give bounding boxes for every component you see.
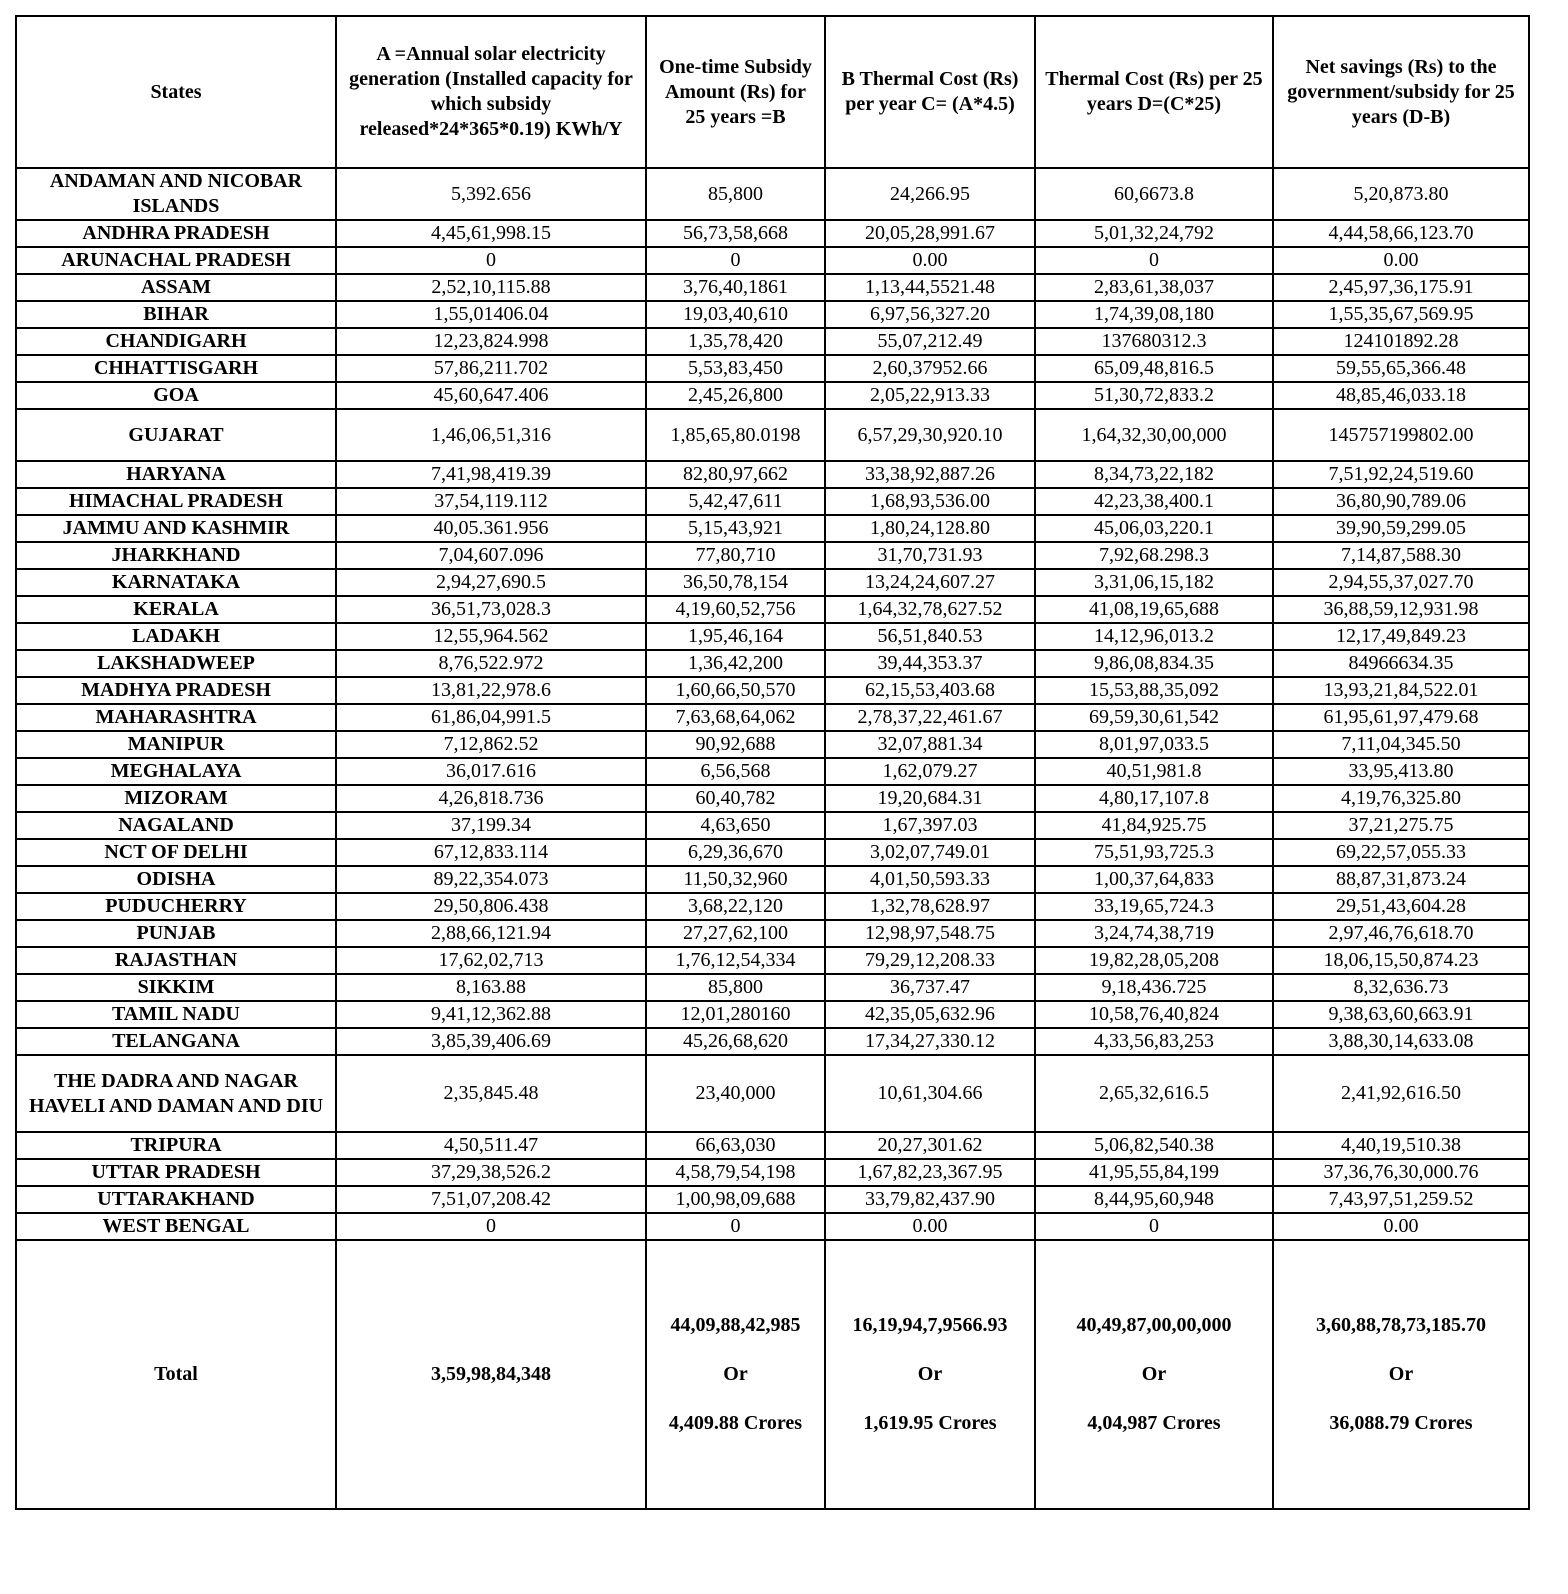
cell-net-savings: 4,19,76,325.80	[1273, 785, 1529, 812]
total-subsidy-cell	[646, 1240, 825, 1509]
cell-thermal-cost-25y: 4,80,17,107.8	[1035, 785, 1273, 812]
cell-subsidy-amount: 5,53,83,450	[646, 355, 825, 382]
cell-thermal-cost-year: 79,29,12,208.33	[825, 947, 1035, 974]
cell-subsidy-amount: 4,19,60,52,756	[646, 596, 825, 623]
cell-annual-generation: 2,52,10,115.88	[336, 274, 646, 301]
cell-annual-generation: 7,04,607.096	[336, 542, 646, 569]
cell-thermal-cost-year: 1,32,78,628.97	[825, 893, 1035, 920]
total-subsidy-crores: 4,409.88 Crores	[668, 1412, 803, 1434]
cell-state-name: TAMIL NADU	[16, 1001, 336, 1028]
cell-state-name: MAHARASHTRA	[16, 704, 336, 731]
cell-subsidy-amount: 3,68,22,120	[646, 893, 825, 920]
cell-net-savings: 37,21,275.75	[1273, 812, 1529, 839]
cell-annual-generation: 37,54,119.112	[336, 488, 646, 515]
cell-net-savings: 61,95,61,97,479.68	[1273, 704, 1529, 731]
total-net-savings-or: Or	[1388, 1363, 1414, 1385]
table-row	[16, 677, 1529, 704]
cell-annual-generation: 3,85,39,406.69	[336, 1028, 646, 1055]
cell-net-savings: 4,40,19,510.38	[1273, 1132, 1529, 1159]
cell-state-name: KERALA	[16, 596, 336, 623]
cell-annual-generation: 36,51,73,028.3	[336, 596, 646, 623]
cell-net-savings: 59,55,65,366.48	[1273, 355, 1529, 382]
table-row	[16, 920, 1529, 947]
cell-net-savings: 7,14,87,588.30	[1273, 542, 1529, 569]
cell-thermal-cost-year: 1,68,93,536.00	[825, 488, 1035, 515]
cell-thermal-cost-year: 1,62,079.27	[825, 758, 1035, 785]
cell-subsidy-amount: 6,56,568	[646, 758, 825, 785]
cell-thermal-cost-25y: 41,08,19,65,688	[1035, 596, 1273, 623]
cell-state-name: LADAKH	[16, 623, 336, 650]
table-row	[16, 488, 1529, 515]
table-row	[16, 893, 1529, 920]
cell-annual-generation: 4,45,61,998.15	[336, 220, 646, 247]
solar-subsidy-table	[15, 15, 1530, 1510]
cell-thermal-cost-25y: 40,51,981.8	[1035, 758, 1273, 785]
cell-thermal-cost-year: 13,24,24,607.27	[825, 569, 1035, 596]
cell-thermal-cost-25y: 0	[1035, 247, 1273, 274]
table-row	[16, 247, 1529, 274]
total-thermal-25: 40,49,87,00,00,000	[1076, 1314, 1232, 1336]
cell-state-name: HIMACHAL PRADESH	[16, 488, 336, 515]
cell-subsidy-amount: 90,92,688	[646, 731, 825, 758]
cell-subsidy-amount: 1,60,66,50,570	[646, 677, 825, 704]
table-row	[16, 355, 1529, 382]
total-net-savings-cell	[1273, 1240, 1529, 1509]
cell-annual-generation: 4,50,511.47	[336, 1132, 646, 1159]
cell-annual-generation: 17,62,02,713	[336, 947, 646, 974]
cell-thermal-cost-25y: 5,06,82,540.38	[1035, 1132, 1273, 1159]
cell-subsidy-amount: 60,40,782	[646, 785, 825, 812]
cell-state-name: ARUNACHAL PRADESH	[16, 247, 336, 274]
table-row	[16, 382, 1529, 409]
header-thermal-cost-year: B Thermal Cost (Rs) per year C= (A*4.5)	[825, 16, 1035, 168]
cell-annual-generation: 67,12,833.114	[336, 839, 646, 866]
cell-subsidy-amount: 1,00,98,09,688	[646, 1186, 825, 1213]
cell-subsidy-amount: 3,76,40,1861	[646, 274, 825, 301]
total-net-savings: 3,60,88,78,73,185.70	[1316, 1314, 1486, 1336]
table-row	[16, 1001, 1529, 1028]
table-row	[16, 168, 1529, 220]
cell-subsidy-amount: 27,27,62,100	[646, 920, 825, 947]
cell-net-savings: 2,97,46,76,618.70	[1273, 920, 1529, 947]
cell-subsidy-amount: 4,63,650	[646, 812, 825, 839]
total-subsidy: 44,09,88,42,985	[670, 1314, 801, 1336]
cell-annual-generation: 7,41,98,419.39	[336, 461, 646, 488]
cell-state-name: SIKKIM	[16, 974, 336, 1001]
total-thermal-25-cell	[1035, 1240, 1273, 1509]
cell-annual-generation: 2,88,66,121.94	[336, 920, 646, 947]
table-row	[16, 569, 1529, 596]
cell-net-savings: 9,38,63,60,663.91	[1273, 1001, 1529, 1028]
cell-net-savings: 33,95,413.80	[1273, 758, 1529, 785]
header-subsidy-amount: One-time Subsidy Amount (Rs) for 25 years =B	[646, 16, 825, 168]
cell-subsidy-amount: 5,15,43,921	[646, 515, 825, 542]
cell-state-name: UTTAR PRADESH	[16, 1159, 336, 1186]
cell-thermal-cost-year: 6,97,56,327.20	[825, 301, 1035, 328]
cell-annual-generation: 37,199.34	[336, 812, 646, 839]
cell-annual-generation: 7,12,862.52	[336, 731, 646, 758]
cell-annual-generation: 12,55,964.562	[336, 623, 646, 650]
cell-thermal-cost-year: 62,15,53,403.68	[825, 677, 1035, 704]
table-row	[16, 650, 1529, 677]
cell-subsidy-amount: 85,800	[646, 974, 825, 1001]
table-row	[16, 1132, 1529, 1159]
table-row	[16, 758, 1529, 785]
cell-state-name: GUJARAT	[16, 409, 336, 461]
cell-thermal-cost-year: 56,51,840.53	[825, 623, 1035, 650]
table-row	[16, 328, 1529, 355]
cell-thermal-cost-25y: 60,6673.8	[1035, 168, 1273, 220]
cell-thermal-cost-25y: 3,24,74,38,719	[1035, 920, 1273, 947]
cell-net-savings: 3,88,30,14,633.08	[1273, 1028, 1529, 1055]
cell-state-name: WEST BENGAL	[16, 1213, 336, 1240]
cell-annual-generation: 7,51,07,208.42	[336, 1186, 646, 1213]
cell-state-name: HARYANA	[16, 461, 336, 488]
cell-annual-generation: 57,86,211.702	[336, 355, 646, 382]
cell-thermal-cost-year: 17,34,27,330.12	[825, 1028, 1035, 1055]
header-net-savings: Net savings (Rs) to the government/subsidy for 25 years (D-B)	[1273, 16, 1529, 168]
cell-annual-generation: 0	[336, 247, 646, 274]
cell-thermal-cost-25y: 33,19,65,724.3	[1035, 893, 1273, 920]
cell-subsidy-amount: 45,26,68,620	[646, 1028, 825, 1055]
cell-annual-generation: 2,35,845.48	[336, 1055, 646, 1132]
cell-subsidy-amount: 1,36,42,200	[646, 650, 825, 677]
cell-thermal-cost-25y: 42,23,38,400.1	[1035, 488, 1273, 515]
cell-annual-generation: 0	[336, 1213, 646, 1240]
total-thermal-year-or: Or	[917, 1363, 943, 1385]
cell-thermal-cost-25y: 1,64,32,30,00,000	[1035, 409, 1273, 461]
cell-thermal-cost-year: 10,61,304.66	[825, 1055, 1035, 1132]
cell-net-savings: 13,93,21,84,522.01	[1273, 677, 1529, 704]
cell-subsidy-amount: 2,45,26,800	[646, 382, 825, 409]
cell-annual-generation: 89,22,354.073	[336, 866, 646, 893]
total-net-savings-crores: 36,088.79 Crores	[1329, 1412, 1473, 1434]
total-label: Total	[16, 1240, 336, 1509]
total-row	[16, 1240, 1529, 1509]
table-row	[16, 1055, 1529, 1132]
cell-thermal-cost-year: 1,67,397.03	[825, 812, 1035, 839]
table-row	[16, 974, 1529, 1001]
cell-thermal-cost-25y: 10,58,76,40,824	[1035, 1001, 1273, 1028]
cell-thermal-cost-year: 32,07,881.34	[825, 731, 1035, 758]
cell-thermal-cost-year: 20,27,301.62	[825, 1132, 1035, 1159]
cell-net-savings: 2,45,97,36,175.91	[1273, 274, 1529, 301]
cell-net-savings: 7,51,92,24,519.60	[1273, 461, 1529, 488]
header-states: States	[16, 16, 336, 168]
cell-state-name: CHANDIGARH	[16, 328, 336, 355]
cell-thermal-cost-25y: 9,18,436.725	[1035, 974, 1273, 1001]
cell-subsidy-amount: 36,50,78,154	[646, 569, 825, 596]
cell-annual-generation: 1,55,01406.04	[336, 301, 646, 328]
cell-thermal-cost-25y: 65,09,48,816.5	[1035, 355, 1273, 382]
table-row	[16, 1213, 1529, 1240]
cell-subsidy-amount: 77,80,710	[646, 542, 825, 569]
cell-thermal-cost-year: 2,60,37952.66	[825, 355, 1035, 382]
cell-thermal-cost-year: 3,02,07,749.01	[825, 839, 1035, 866]
cell-thermal-cost-year: 6,57,29,30,920.10	[825, 409, 1035, 461]
table-row	[16, 812, 1529, 839]
cell-subsidy-amount: 6,29,36,670	[646, 839, 825, 866]
cell-annual-generation: 8,76,522.972	[336, 650, 646, 677]
total-generation: 3,59,98,84,348	[336, 1240, 646, 1509]
table-row	[16, 1028, 1529, 1055]
total-thermal-25-or: Or	[1141, 1363, 1167, 1385]
total-thermal-year: 16,19,94,7,9566.93	[852, 1314, 1008, 1336]
cell-state-name: JHARKHAND	[16, 542, 336, 569]
cell-thermal-cost-25y: 45,06,03,220.1	[1035, 515, 1273, 542]
table-row	[16, 785, 1529, 812]
header-annual-generation: A =Annual solar electricity generation (Installed capacity for which subsidy released*24*365*0.19) KWh/Y	[336, 16, 646, 168]
cell-thermal-cost-year: 12,98,97,548.75	[825, 920, 1035, 947]
cell-annual-generation: 45,60,647.406	[336, 382, 646, 409]
cell-annual-generation: 8,163.88	[336, 974, 646, 1001]
cell-thermal-cost-25y: 5,01,32,24,792	[1035, 220, 1273, 247]
cell-net-savings: 2,94,55,37,027.70	[1273, 569, 1529, 596]
cell-net-savings: 0.00	[1273, 247, 1529, 274]
cell-subsidy-amount: 66,63,030	[646, 1132, 825, 1159]
cell-thermal-cost-25y: 15,53,88,35,092	[1035, 677, 1273, 704]
cell-state-name: MIZORAM	[16, 785, 336, 812]
cell-annual-generation: 37,29,38,526.2	[336, 1159, 646, 1186]
cell-annual-generation: 36,017.616	[336, 758, 646, 785]
header-thermal-cost-25y: Thermal Cost (Rs) per 25 years D=(C*25)	[1035, 16, 1273, 168]
cell-state-name: THE DADRA AND NAGAR HAVELI AND DAMAN AND DIU	[16, 1055, 336, 1132]
cell-subsidy-amount: 23,40,000	[646, 1055, 825, 1132]
cell-annual-generation: 1,46,06,51,316	[336, 409, 646, 461]
table-row	[16, 542, 1529, 569]
cell-thermal-cost-year: 33,79,82,437.90	[825, 1186, 1035, 1213]
cell-thermal-cost-25y: 137680312.3	[1035, 328, 1273, 355]
cell-subsidy-amount: 11,50,32,960	[646, 866, 825, 893]
cell-thermal-cost-25y: 8,34,73,22,182	[1035, 461, 1273, 488]
cell-thermal-cost-year: 55,07,212.49	[825, 328, 1035, 355]
cell-state-name: PUDUCHERRY	[16, 893, 336, 920]
cell-net-savings: 7,11,04,345.50	[1273, 731, 1529, 758]
cell-annual-generation: 5,392.656	[336, 168, 646, 220]
cell-annual-generation: 4,26,818.736	[336, 785, 646, 812]
cell-state-name: ODISHA	[16, 866, 336, 893]
cell-net-savings: 0.00	[1273, 1213, 1529, 1240]
cell-net-savings: 88,87,31,873.24	[1273, 866, 1529, 893]
cell-thermal-cost-year: 1,80,24,128.80	[825, 515, 1035, 542]
cell-subsidy-amount: 12,01,280160	[646, 1001, 825, 1028]
table-row	[16, 596, 1529, 623]
cell-thermal-cost-25y: 2,65,32,616.5	[1035, 1055, 1273, 1132]
cell-net-savings: 37,36,76,30,000.76	[1273, 1159, 1529, 1186]
cell-subsidy-amount: 82,80,97,662	[646, 461, 825, 488]
cell-thermal-cost-year: 20,05,28,991.67	[825, 220, 1035, 247]
cell-thermal-cost-year: 42,35,05,632.96	[825, 1001, 1035, 1028]
table-row	[16, 461, 1529, 488]
cell-net-savings: 2,41,92,616.50	[1273, 1055, 1529, 1132]
cell-thermal-cost-25y: 14,12,96,013.2	[1035, 623, 1273, 650]
cell-thermal-cost-25y: 9,86,08,834.35	[1035, 650, 1273, 677]
cell-annual-generation: 2,94,27,690.5	[336, 569, 646, 596]
cell-thermal-cost-year: 0.00	[825, 1213, 1035, 1240]
cell-thermal-cost-25y: 41,84,925.75	[1035, 812, 1273, 839]
cell-thermal-cost-25y: 0	[1035, 1213, 1273, 1240]
cell-thermal-cost-year: 1,13,44,5521.48	[825, 274, 1035, 301]
cell-state-name: PUNJAB	[16, 920, 336, 947]
cell-state-name: UTTARAKHAND	[16, 1186, 336, 1213]
cell-subsidy-amount: 0	[646, 1213, 825, 1240]
table-row	[16, 220, 1529, 247]
cell-subsidy-amount: 1,85,65,80.0198	[646, 409, 825, 461]
cell-thermal-cost-year: 24,266.95	[825, 168, 1035, 220]
cell-state-name: CHHATTISGARH	[16, 355, 336, 382]
cell-net-savings: 4,44,58,66,123.70	[1273, 220, 1529, 247]
table-row	[16, 409, 1529, 461]
cell-thermal-cost-25y: 69,59,30,61,542	[1035, 704, 1273, 731]
cell-thermal-cost-year: 39,44,353.37	[825, 650, 1035, 677]
cell-net-savings: 145757199802.00	[1273, 409, 1529, 461]
total-thermal-25-crores: 4,04,987 Crores	[1087, 1412, 1221, 1434]
cell-subsidy-amount: 19,03,40,610	[646, 301, 825, 328]
cell-annual-generation: 9,41,12,362.88	[336, 1001, 646, 1028]
cell-net-savings: 36,80,90,789.06	[1273, 488, 1529, 515]
cell-net-savings: 124101892.28	[1273, 328, 1529, 355]
cell-subsidy-amount: 5,42,47,611	[646, 488, 825, 515]
table-body	[16, 168, 1529, 1240]
table-row	[16, 515, 1529, 542]
cell-thermal-cost-25y: 8,01,97,033.5	[1035, 731, 1273, 758]
cell-annual-generation: 40,05.361.956	[336, 515, 646, 542]
cell-net-savings: 29,51,43,604.28	[1273, 893, 1529, 920]
table-row	[16, 704, 1529, 731]
cell-state-name: NCT OF DELHI	[16, 839, 336, 866]
cell-thermal-cost-25y: 2,83,61,38,037	[1035, 274, 1273, 301]
cell-state-name: GOA	[16, 382, 336, 409]
cell-state-name: ANDAMAN AND NICOBAR ISLANDS	[16, 168, 336, 220]
cell-state-name: ASSAM	[16, 274, 336, 301]
table-row	[16, 1159, 1529, 1186]
cell-annual-generation: 13,81,22,978.6	[336, 677, 646, 704]
cell-state-name: ANDHRA PRADESH	[16, 220, 336, 247]
cell-thermal-cost-25y: 7,92,68.298.3	[1035, 542, 1273, 569]
table-row	[16, 1186, 1529, 1213]
table-row	[16, 274, 1529, 301]
cell-subsidy-amount: 7,63,68,64,062	[646, 704, 825, 731]
cell-thermal-cost-25y: 1,74,39,08,180	[1035, 301, 1273, 328]
cell-thermal-cost-year: 36,737.47	[825, 974, 1035, 1001]
cell-net-savings: 5,20,873.80	[1273, 168, 1529, 220]
cell-net-savings: 84966634.35	[1273, 650, 1529, 677]
cell-state-name: BIHAR	[16, 301, 336, 328]
cell-annual-generation: 61,86,04,991.5	[336, 704, 646, 731]
cell-thermal-cost-25y: 51,30,72,833.2	[1035, 382, 1273, 409]
cell-thermal-cost-25y: 3,31,06,15,182	[1035, 569, 1273, 596]
cell-subsidy-amount: 1,95,46,164	[646, 623, 825, 650]
cell-state-name: NAGALAND	[16, 812, 336, 839]
cell-state-name: TELANGANA	[16, 1028, 336, 1055]
cell-net-savings: 1,55,35,67,569.95	[1273, 301, 1529, 328]
table-row	[16, 623, 1529, 650]
total-subsidy-or: Or	[723, 1363, 748, 1385]
cell-thermal-cost-25y: 4,33,56,83,253	[1035, 1028, 1273, 1055]
cell-thermal-cost-25y: 41,95,55,84,199	[1035, 1159, 1273, 1186]
total-thermal-year-cell	[825, 1240, 1035, 1509]
header-row	[16, 16, 1529, 168]
table-row	[16, 301, 1529, 328]
cell-thermal-cost-year: 2,78,37,22,461.67	[825, 704, 1035, 731]
cell-annual-generation: 12,23,824.998	[336, 328, 646, 355]
cell-thermal-cost-year: 31,70,731.93	[825, 542, 1035, 569]
cell-state-name: RAJASTHAN	[16, 947, 336, 974]
cell-subsidy-amount: 85,800	[646, 168, 825, 220]
cell-state-name: JAMMU AND KASHMIR	[16, 515, 336, 542]
total-thermal-year-crores: 1,619.95 Crores	[863, 1412, 997, 1434]
table-row	[16, 839, 1529, 866]
cell-subsidy-amount: 56,73,58,668	[646, 220, 825, 247]
cell-net-savings: 8,32,636.73	[1273, 974, 1529, 1001]
cell-thermal-cost-year: 1,67,82,23,367.95	[825, 1159, 1035, 1186]
cell-net-savings: 36,88,59,12,931.98	[1273, 596, 1529, 623]
cell-thermal-cost-year: 19,20,684.31	[825, 785, 1035, 812]
cell-net-savings: 7,43,97,51,259.52	[1273, 1186, 1529, 1213]
cell-net-savings: 69,22,57,055.33	[1273, 839, 1529, 866]
table-row	[16, 731, 1529, 758]
cell-state-name: MADHYA PRADESH	[16, 677, 336, 704]
cell-thermal-cost-year: 33,38,92,887.26	[825, 461, 1035, 488]
cell-state-name: MANIPUR	[16, 731, 336, 758]
cell-thermal-cost-year: 0.00	[825, 247, 1035, 274]
cell-subsidy-amount: 1,35,78,420	[646, 328, 825, 355]
cell-thermal-cost-25y: 19,82,28,05,208	[1035, 947, 1273, 974]
cell-state-name: LAKSHADWEEP	[16, 650, 336, 677]
cell-thermal-cost-25y: 1,00,37,64,833	[1035, 866, 1273, 893]
cell-net-savings: 18,06,15,50,874.23	[1273, 947, 1529, 974]
cell-subsidy-amount: 0	[646, 247, 825, 274]
cell-net-savings: 48,85,46,033.18	[1273, 382, 1529, 409]
cell-state-name: TRIPURA	[16, 1132, 336, 1159]
cell-subsidy-amount: 4,58,79,54,198	[646, 1159, 825, 1186]
cell-net-savings: 39,90,59,299.05	[1273, 515, 1529, 542]
cell-state-name: MEGHALAYA	[16, 758, 336, 785]
cell-state-name: KARNATAKA	[16, 569, 336, 596]
cell-thermal-cost-25y: 8,44,95,60,948	[1035, 1186, 1273, 1213]
cell-thermal-cost-year: 1,64,32,78,627.52	[825, 596, 1035, 623]
cell-thermal-cost-year: 4,01,50,593.33	[825, 866, 1035, 893]
table-row	[16, 866, 1529, 893]
cell-net-savings: 12,17,49,849.23	[1273, 623, 1529, 650]
cell-thermal-cost-year: 2,05,22,913.33	[825, 382, 1035, 409]
cell-subsidy-amount: 1,76,12,54,334	[646, 947, 825, 974]
table-row	[16, 947, 1529, 974]
cell-thermal-cost-25y: 75,51,93,725.3	[1035, 839, 1273, 866]
cell-annual-generation: 29,50,806.438	[336, 893, 646, 920]
